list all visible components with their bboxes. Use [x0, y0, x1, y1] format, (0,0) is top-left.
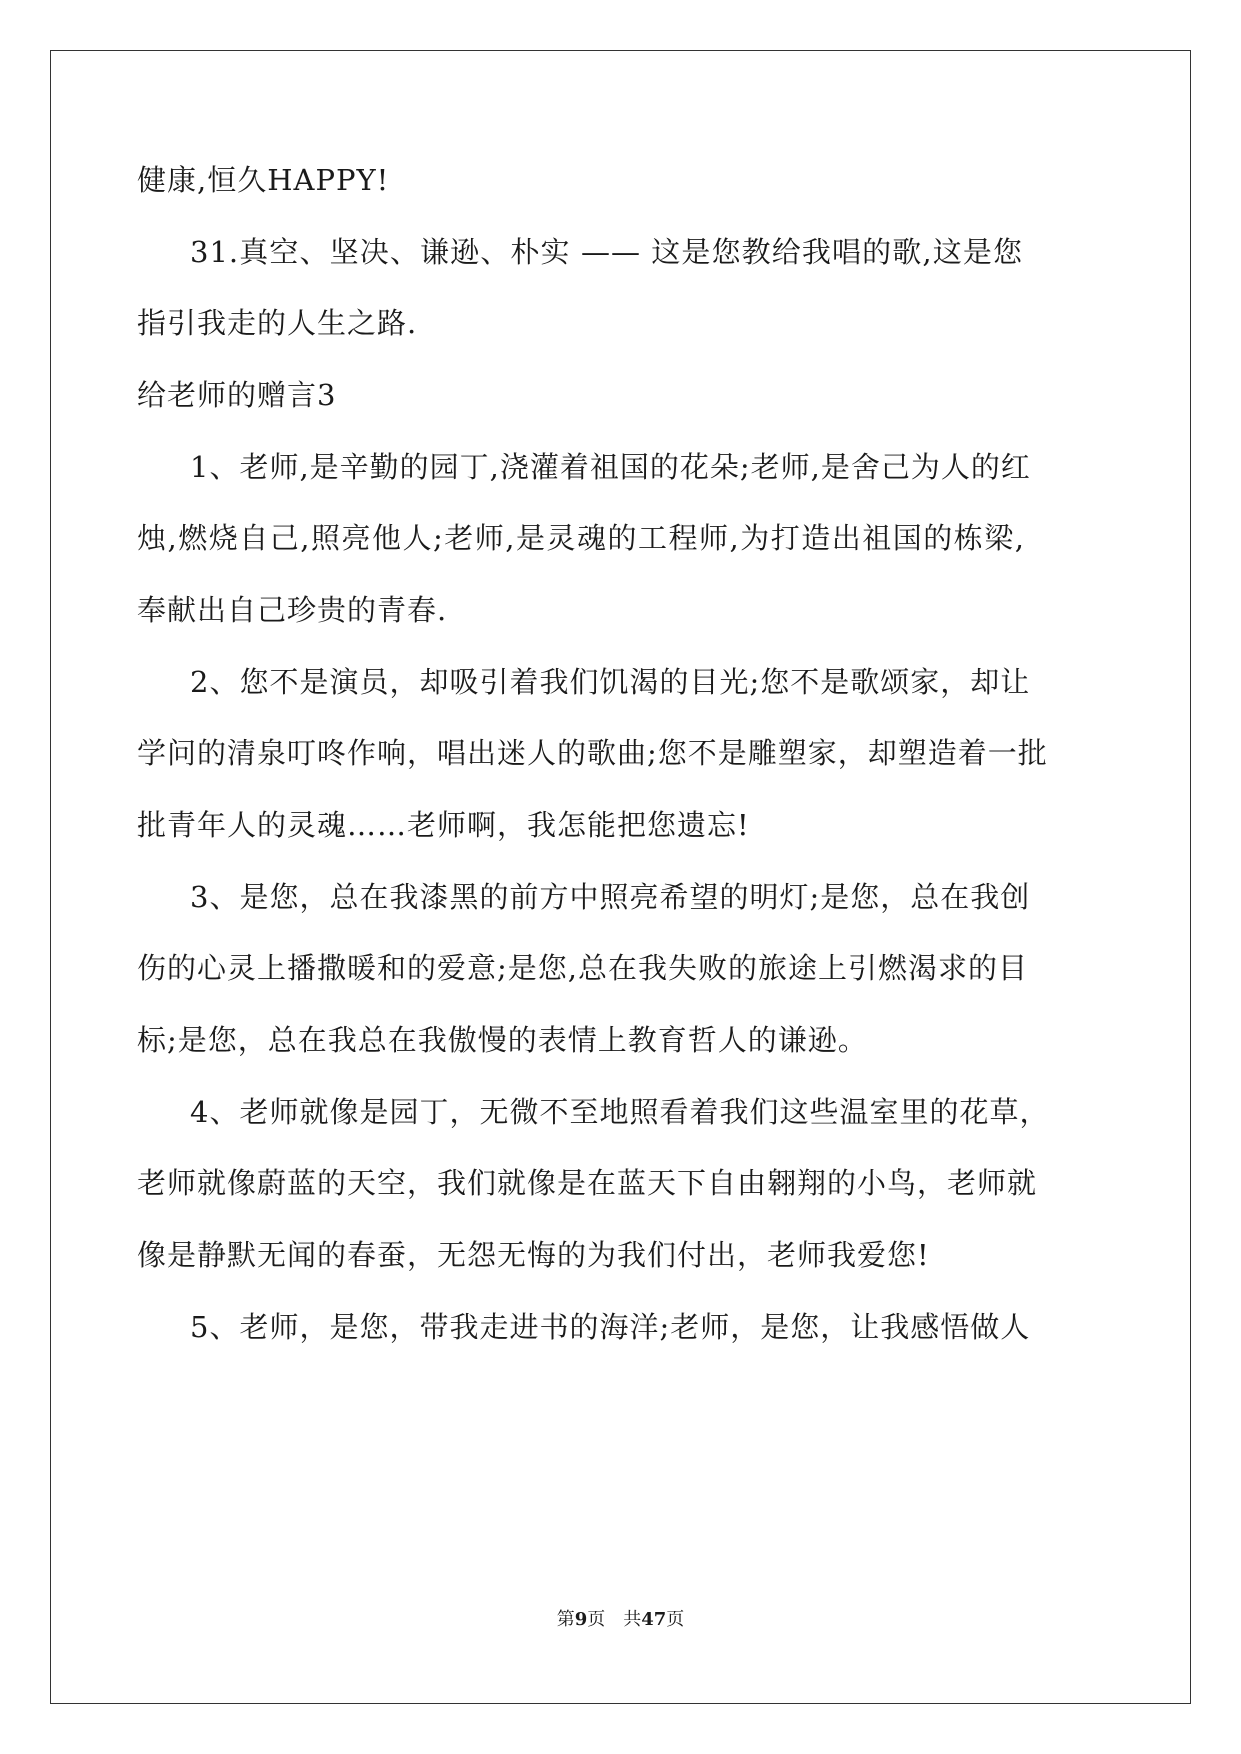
text-line: 学问的清泉叮咚作响，唱出迷人的歌曲;您不是雕塑家，却塑造着一批: [137, 736, 1048, 770]
footer-mid: 页 共: [587, 1609, 642, 1630]
text-line: 4、老师就像是园丁，无微不至地照看着我们这些温室里的花草，: [190, 1095, 1050, 1129]
text-line: 2、您不是演员，却吸引着我们饥渴的目光;您不是歌颂家，却让: [190, 665, 1031, 699]
text-line: 3、是您，总在我漆黑的前方中照亮希望的明灯;是您，总在我创: [190, 880, 1031, 914]
text-line: 5、老师，是您，带我走进书的海洋;老师，是您，让我感悟做人: [190, 1310, 1031, 1344]
text-line: 伤的心灵上播撒暖和的爱意;是您,总在我失败的旅途上引燃渴求的目: [137, 951, 1028, 985]
footer-prefix: 第: [556, 1609, 575, 1630]
text-line: 批青年人的灵魂……老师啊，我怎能把您遗忘!: [137, 808, 750, 842]
text-line: 健康,恒久HAPPY!: [137, 163, 390, 197]
text-line: 像是静默无闻的春蚕，无怨无悔的为我们付出，老师我爱您!: [137, 1238, 930, 1272]
section-heading: 给老师的赠言3: [137, 378, 337, 412]
text-line: 指引我走的人生之路.: [137, 306, 418, 340]
text-line: 31.真空、坚决、谦逊、朴实 —— 这是您教给我唱的歌,这是您: [190, 235, 1023, 269]
page-footer: [0, 1608, 1241, 1632]
text-line: 标;是您，总在我总在我傲慢的表情上教育哲人的谦逊。: [137, 1023, 868, 1057]
total-page-count: 47: [641, 1609, 667, 1630]
text-line: 奉献出自己珍贵的青春.: [137, 593, 448, 627]
current-page-number: 9: [574, 1609, 588, 1630]
text-line: 烛,燃烧自己,照亮他人;老师,是灵魂的工程师,为打造出祖国的栋梁,: [137, 521, 1025, 555]
footer-suffix: 页: [666, 1609, 685, 1630]
text-line: 1、老师,是辛勤的园丁,浇灌着祖国的花朵;老师,是舍己为人的红: [190, 450, 1031, 484]
text-line: 老师就像蔚蓝的天空，我们就像是在蓝天下自由翱翔的小鸟，老师就: [137, 1166, 1038, 1200]
